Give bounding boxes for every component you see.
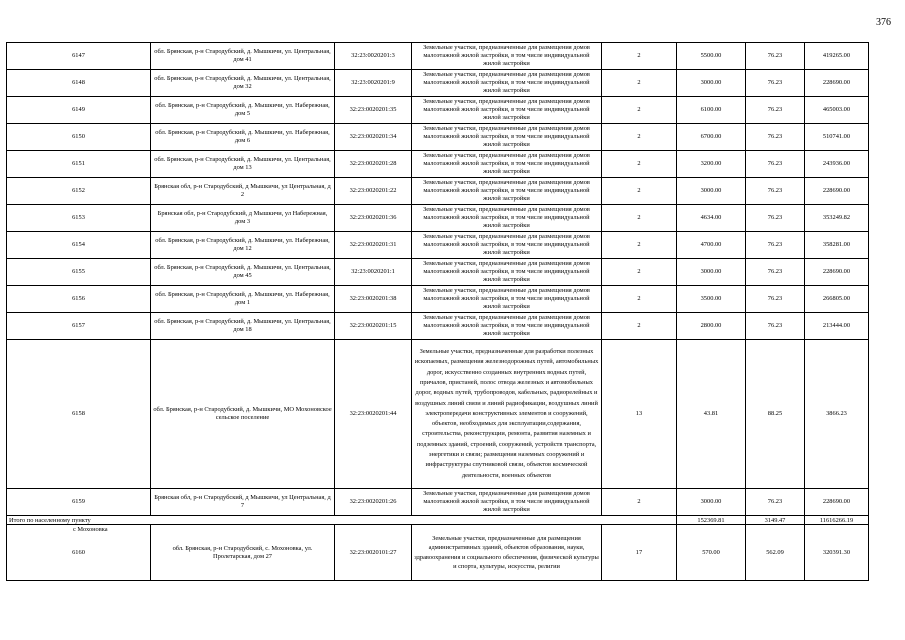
land-purpose: Земельные участки, предназначенные для размещения домов малоэтажной жилой застройки, в том числе индивидуальной жилой застройки xyxy=(412,313,602,340)
cadastral-value: 320391.30 xyxy=(805,525,869,581)
address-cell: обл. Брянская, р-н Стародубский, д. Мышкичи, ул. Центральная, дом 41 xyxy=(151,43,335,70)
table-row xyxy=(7,205,869,232)
table-row xyxy=(7,232,869,259)
rate-value: 76.23 xyxy=(746,259,805,286)
table-row xyxy=(7,178,869,205)
cadastral-number: 32:23:0020201:9 xyxy=(335,70,412,97)
group-number: 2 xyxy=(602,205,677,232)
record-number: 6157 xyxy=(7,313,151,340)
record-number: 6147 xyxy=(7,43,151,70)
record-number: 6153 xyxy=(7,205,151,232)
land-purpose: Земельные участки, предназначенные для размещения административных зданий, объектов образования, науки, здравоохранения и социального обеспечения, физической культуры и спорта, культуры, искусства, религии xyxy=(412,525,602,581)
total-value: 11616266.19 xyxy=(805,516,869,525)
record-number: 6151 xyxy=(7,151,151,178)
record-number: 6160 xyxy=(72,548,85,556)
group-number: 13 xyxy=(602,340,677,489)
cadastral-number: 32:23:0020201:26 xyxy=(335,489,412,516)
table-row xyxy=(7,43,869,70)
cadastral-value: 228690.00 xyxy=(805,178,869,205)
table-row xyxy=(7,489,869,516)
record-number: 6149 xyxy=(7,97,151,124)
area-value: 4634.00 xyxy=(677,205,746,232)
cadastral-value: 266805.00 xyxy=(805,286,869,313)
cadastral-number: 32:23:0020201:28 xyxy=(335,151,412,178)
land-purpose: Земельные участки, предназначенные для размещения домов малоэтажной жилой застройки, в том числе индивидуальной жилой застройки xyxy=(412,124,602,151)
cadastral-number: 32:23:0020201:1 xyxy=(335,259,412,286)
record-number: 6156 xyxy=(7,286,151,313)
land-purpose: Земельные участки, предназначенные для размещения домов малоэтажной жилой застройки, в том числе индивидуальной жилой застройки xyxy=(412,151,602,178)
total-rate: 3149.47 xyxy=(746,516,805,525)
land-purpose: Земельные участки, предназначенные для размещения домов малоэтажной жилой застройки, в том числе индивидуальной жилой застройки xyxy=(412,205,602,232)
rate-value: 76.23 xyxy=(746,43,805,70)
group-number: 2 xyxy=(602,232,677,259)
address-cell: обл. Брянская, р-н Стародубский, д. Мышкичи, МО Мохоновское сельское поселение xyxy=(151,340,335,489)
area-value: 3000.00 xyxy=(677,259,746,286)
rate-value: 76.23 xyxy=(746,232,805,259)
address-cell: обл. Брянская, р-н Стародубский, д. Мышкичи, ул. Набережная, дом 12 xyxy=(151,232,335,259)
total-area: 152369.81 xyxy=(677,516,746,525)
area-value: 570.00 xyxy=(677,525,746,581)
land-purpose: Земельные участки, предназначенные для размещения домов малоэтажной жилой застройки, в том числе индивидуальной жилой застройки xyxy=(412,97,602,124)
rate-value: 76.23 xyxy=(746,70,805,97)
area-value: 2800.00 xyxy=(677,313,746,340)
cadastral-number: 32:23:0020201:34 xyxy=(335,124,412,151)
area-value: 43.81 xyxy=(677,340,746,489)
group-number: 2 xyxy=(602,43,677,70)
table-row xyxy=(7,525,869,581)
record-number: 6159 xyxy=(7,489,151,516)
cadastral-value: 510741.00 xyxy=(805,124,869,151)
area-value: 6700.00 xyxy=(677,124,746,151)
land-purpose: Земельные участки, предназначенные для размещения домов малоэтажной жилой застройки, в том числе индивидуальной жилой застройки xyxy=(412,70,602,97)
land-purpose: Земельные участки, предназначенные для разработки полезных ископаемых, размещения железнодорожных путей, автомобильных дорог, искусственно созданных внутренних водных путей, причалов, пристаней, полос отвода железных и автомобильных дорог, водных путей, трубопроводов, кабельных, радиорелейных и воздушных линий связи и линий радиофикации, воздушных линий электропередачи конструктивных элементов и сооружений, объектов, необходимых для эксплуатации,содержания, строительства, реконструкции, ремонта, развития наземных и подземных зданий, строений, сооружений, устройств транспорта, энергетики и связи; размещения наземных сооружений и инфраструктуры спутниковой связи, объектов космической деятельности, военных объектов xyxy=(412,340,602,489)
group-number: 2 xyxy=(602,70,677,97)
area-value: 3200.00 xyxy=(677,151,746,178)
area-value: 4700.00 xyxy=(677,232,746,259)
area-value: 3000.00 xyxy=(677,178,746,205)
record-number: 6155 xyxy=(7,259,151,286)
cadastral-number: 32:23:0020101:27 xyxy=(335,525,412,581)
rate-value: 88.25 xyxy=(746,340,805,489)
record-number: 6148 xyxy=(7,70,151,97)
group-number: 2 xyxy=(602,178,677,205)
cadastral-value: 353249.82 xyxy=(805,205,869,232)
cadastral-value: 419265.00 xyxy=(805,43,869,70)
cadastral-value: 465003.00 xyxy=(805,97,869,124)
table-row xyxy=(7,124,869,151)
record-number xyxy=(7,525,151,581)
cadastral-number: 32:23:0020201:35 xyxy=(335,97,412,124)
table-row xyxy=(7,70,869,97)
address-cell: обл. Брянская, р-н Стародубский, д. Мышкичи, ул. Центральная, дом 32 xyxy=(151,70,335,97)
area-value: 3000.00 xyxy=(677,70,746,97)
address-cell: обл. Брянская, р-н Стародубский, д. Мышкичи, ул. Набережная, дом 6 xyxy=(151,124,335,151)
settlement-subheading: с Мохоновка xyxy=(73,526,108,533)
address-cell: обл. Брянская, р-н Стародубский, д. Мышкичи, ул. Набережная, дом 1 xyxy=(151,286,335,313)
group-number: 2 xyxy=(602,124,677,151)
group-number: 2 xyxy=(602,313,677,340)
cadastral-value: 213444.00 xyxy=(805,313,869,340)
cadastral-number: 32:23:0020201:44 xyxy=(335,340,412,489)
cadastral-number: 32:23:0020201:15 xyxy=(335,313,412,340)
land-registry-table xyxy=(6,42,869,581)
table-body xyxy=(7,43,869,581)
table-row xyxy=(7,313,869,340)
group-number: 2 xyxy=(602,97,677,124)
table-row xyxy=(7,286,869,313)
group-number: 2 xyxy=(602,286,677,313)
area-value: 5500.00 xyxy=(677,43,746,70)
address-cell: обл. Брянская, р-н Стародубский, д. Мышкичи, ул. Набережная, дом 5 xyxy=(151,97,335,124)
cadastral-value: 3866.23 xyxy=(805,340,869,489)
cadastral-value: 228690.00 xyxy=(805,489,869,516)
group-number: 2 xyxy=(602,259,677,286)
address-cell: обл. Брянская, р-н Стародубский, д. Мышкичи, ул. Центральная, дом 18 xyxy=(151,313,335,340)
cadastral-number: 32:23:0020201:31 xyxy=(335,232,412,259)
table-row xyxy=(7,97,869,124)
rate-value: 562.09 xyxy=(746,525,805,581)
record-number: 6158 xyxy=(7,340,151,489)
cadastral-number: 32:23:0020201:22 xyxy=(335,178,412,205)
cadastral-value: 243936.00 xyxy=(805,151,869,178)
land-purpose: Земельные участки, предназначенные для размещения домов малоэтажной жилой застройки, в том числе индивидуальной жилой застройки xyxy=(412,489,602,516)
cadastral-value: 228690.00 xyxy=(805,259,869,286)
land-purpose: Земельные участки, предназначенные для размещения домов малоэтажной жилой застройки, в том числе индивидуальной жилой застройки xyxy=(412,286,602,313)
area-value: 6100.00 xyxy=(677,97,746,124)
cadastral-value: 228690.00 xyxy=(805,70,869,97)
rate-value: 76.23 xyxy=(746,489,805,516)
record-number: 6154 xyxy=(7,232,151,259)
cadastral-number: 32:23:0020201:3 xyxy=(335,43,412,70)
rate-value: 76.23 xyxy=(746,286,805,313)
rate-value: 76.23 xyxy=(746,124,805,151)
address-cell: Брянская обл, р-н Стародубский, д Мышкичи, ул Набережная, дом 3 xyxy=(151,205,335,232)
group-number: 2 xyxy=(602,151,677,178)
rate-value: 76.23 xyxy=(746,313,805,340)
land-purpose: Земельные участки, предназначенные для размещения домов малоэтажной жилой застройки, в том числе индивидуальной жилой застройки xyxy=(412,178,602,205)
cadastral-value: 358281.00 xyxy=(805,232,869,259)
total-row xyxy=(7,516,869,525)
address-cell: Брянская обл, р-н Стародубский, д Мышкичи, ул Центральная, д 2 xyxy=(151,178,335,205)
area-value: 3500.00 xyxy=(677,286,746,313)
rate-value: 76.23 xyxy=(746,97,805,124)
land-purpose: Земельные участки, предназначенные для размещения домов малоэтажной жилой застройки, в том числе индивидуальной жилой застройки xyxy=(412,43,602,70)
land-purpose: Земельные участки, предназначенные для размещения домов малоэтажной жилой застройки, в том числе индивидуальной жилой застройки xyxy=(412,259,602,286)
record-number: 6150 xyxy=(7,124,151,151)
rate-value: 76.23 xyxy=(746,151,805,178)
rate-value: 76.23 xyxy=(746,205,805,232)
address-cell: обл. Брянская, р-н Стародубский, д. Мышкичи, ул. Центральная, дом 45 xyxy=(151,259,335,286)
page-number: 376 xyxy=(876,17,891,28)
land-purpose: Земельные участки, предназначенные для размещения домов малоэтажной жилой застройки, в том числе индивидуальной жилой застройки xyxy=(412,232,602,259)
cadastral-number: 32:23:0020201:38 xyxy=(335,286,412,313)
cadastral-number: 32:23:0020201:36 xyxy=(335,205,412,232)
group-number: 2 xyxy=(602,489,677,516)
address-cell: Брянская обл, р-н Стародубский, д Мышкичи, ул Центральная, д 7 xyxy=(151,489,335,516)
group-number: 17 xyxy=(602,525,677,581)
area-value: 3000.00 xyxy=(677,489,746,516)
total-label: Итого по населенному пункту xyxy=(7,516,677,525)
address-cell: обл. Брянская, р-н Стародубский, с. Мохоновка, ул. Пролетарская, дом 27 xyxy=(151,525,335,581)
table-row xyxy=(7,259,869,286)
record-number: 6152 xyxy=(7,178,151,205)
table-row xyxy=(7,340,869,489)
address-cell: обл. Брянская, р-н Стародубский, д. Мышкичи, ул. Центральная, дом 13 xyxy=(151,151,335,178)
table-row xyxy=(7,151,869,178)
rate-value: 76.23 xyxy=(746,178,805,205)
